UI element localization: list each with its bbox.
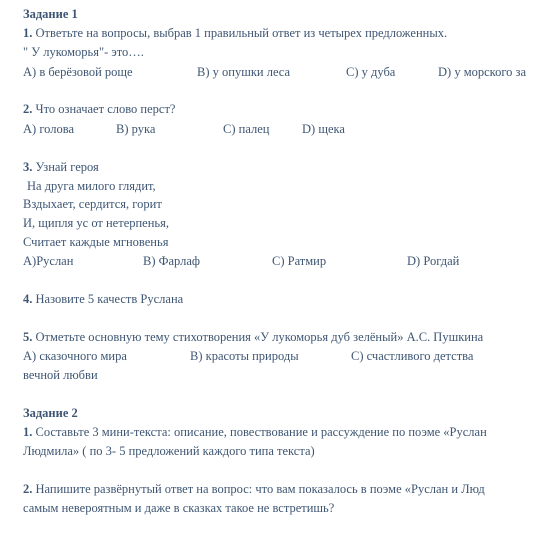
q3-option-b: В) Фарлаф — [143, 254, 201, 268]
question-number: 1. — [23, 425, 33, 439]
q1-option-c: С) у дуба — [346, 65, 396, 79]
question-number: 2. — [23, 482, 33, 496]
q3-option-c: С) Ратмир — [272, 254, 327, 268]
question-number: 5. — [23, 330, 33, 344]
poem-line-4: Считает каждые мгновенья — [23, 235, 169, 249]
question-text: Узнай героя — [35, 160, 99, 174]
question-2 — [23, 102, 175, 117]
q1-option-b: В) у опушки леса — [197, 65, 291, 79]
task2-question-1-line2: Людмила» ( по 3- 5 предложений каждого типа текста) — [23, 444, 315, 458]
poem-line-3: И, щипля ус от нетерпенья, — [23, 216, 169, 230]
q2-option-a: А) голова — [23, 122, 74, 136]
q5-continuation: вечной любви — [23, 368, 98, 382]
question-1-subtext: " У лукоморья"- это…. — [23, 45, 144, 59]
poem-line-2: Вздыхает, сердится, горит — [23, 197, 162, 211]
q3-option-a: А)Руслан — [23, 254, 74, 268]
question-number: 2. — [23, 102, 33, 116]
question-5 — [23, 330, 483, 345]
question-text: Отметьте основную тему стихотворения «У лукоморья дуб зелёный» А.С. Пушкина — [35, 330, 484, 344]
poem-line-1: На друга милого глядит, — [27, 179, 156, 193]
question-1 — [23, 26, 447, 41]
q1-option-d: D) у морского за — [438, 65, 527, 79]
question-text: Ответьте на вопросы, выбрав 1 правильный ответ из четырех предложенных. — [35, 26, 448, 40]
q5-option-b: В) красоты природы — [190, 349, 299, 363]
question-number: 4. — [23, 292, 33, 306]
q2-option-b: В) рука — [116, 122, 156, 136]
question-text: Составьте 3 мини-текста: описание, повествование и рассуждение по поэме «Руслан — [35, 425, 487, 439]
task2-question-2-line2: самым невероятным и даже в сказках такое не встретишь? — [23, 501, 335, 515]
question-number: 3. — [23, 160, 33, 174]
question-text: Напишите развёрнутый ответ на вопрос: что вам показалось в поэме «Руслан и Люд — [35, 482, 485, 496]
task2-question-2 — [23, 482, 485, 497]
q5-option-c: С) счастливого детства — [351, 349, 474, 363]
q1-option-a: А) в берёзовой роще — [23, 65, 133, 79]
q2-option-c: С) палец — [223, 122, 270, 136]
question-text: Что означает слово перст? — [35, 102, 176, 116]
question-3 — [23, 160, 99, 175]
question-number: 1. — [23, 26, 33, 40]
task2-question-1 — [23, 425, 487, 440]
task2-heading: Задание 2 — [23, 406, 78, 420]
task1-heading: Задание 1 — [23, 7, 78, 21]
question-4 — [23, 292, 183, 307]
q5-option-a: А) сказочного мира — [23, 349, 127, 363]
q2-option-d: D) щека — [302, 122, 345, 136]
q3-option-d: D) Рогдай — [407, 254, 460, 268]
question-text: Назовите 5 качеств Руслана — [35, 292, 184, 306]
